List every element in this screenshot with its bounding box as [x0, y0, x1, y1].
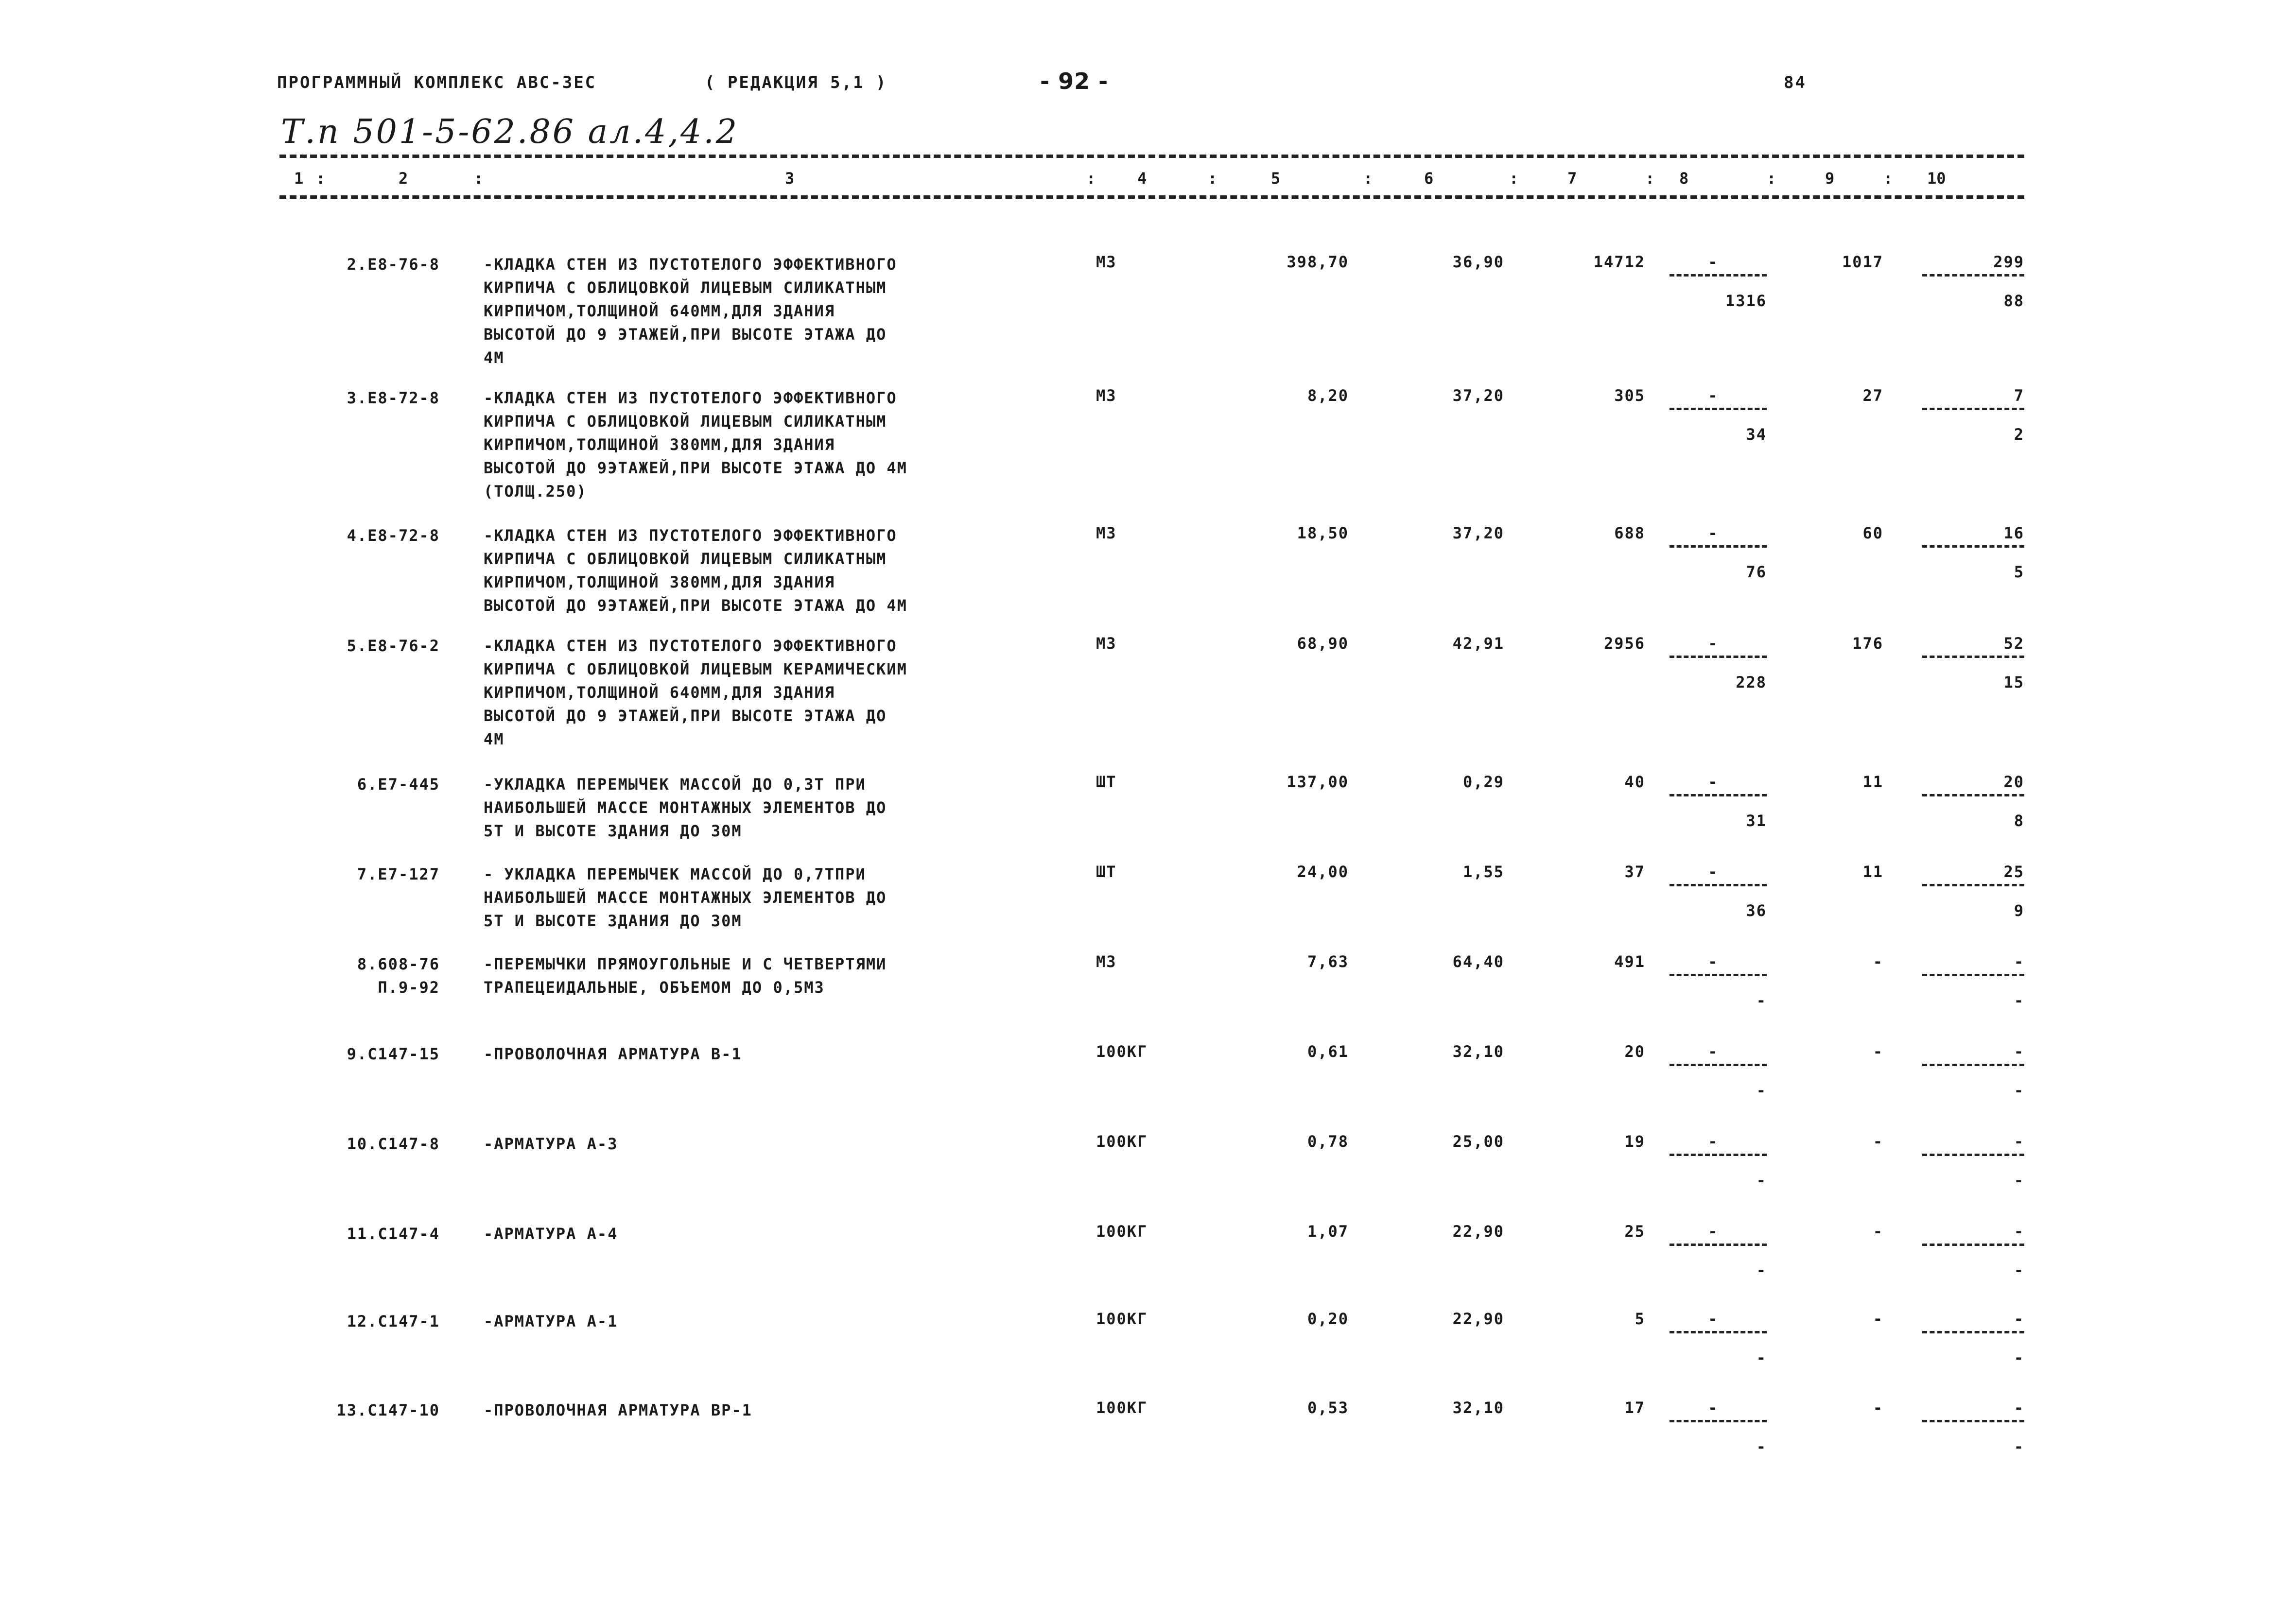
- row-code: 5.Е8-76-2: [347, 637, 440, 655]
- row-quantity: 7,63: [1307, 952, 1349, 971]
- col10-bottom-value: 8: [2014, 812, 2024, 830]
- col-number-7: 7: [1567, 169, 1577, 188]
- col8-top-value: -: [1708, 1042, 1719, 1061]
- header-divider-top: [279, 155, 2024, 158]
- col8-top-value: -: [1708, 952, 1719, 971]
- row-unit: ШТ: [1096, 863, 1117, 881]
- col-number-5: 5: [1271, 169, 1281, 188]
- row-quantity: 398,70: [1287, 253, 1349, 271]
- row-unit: 100КГ: [1096, 1132, 1148, 1151]
- col10-bottom-value: 9: [2014, 901, 2024, 920]
- fraction-line: [1670, 884, 1767, 886]
- row-code: 4.Е8-72-8: [347, 526, 440, 545]
- row-unit: М3: [1096, 386, 1117, 405]
- program-name: ПРОГРАММНЫЙ КОМПЛЕКС АВС-3ЕС: [277, 73, 597, 92]
- row-total: 688: [1614, 524, 1645, 542]
- col10-bottom-value: -: [2014, 1171, 2024, 1190]
- col8-top-value: -: [1708, 863, 1719, 881]
- col8-bottom-value: 31: [1746, 812, 1767, 830]
- col8-bottom-value: -: [1756, 991, 1767, 1010]
- fraction-line: [1922, 274, 2024, 276]
- row-code: 10.С147-8: [347, 1135, 440, 1153]
- row-unit: М3: [1096, 524, 1117, 542]
- col8-bottom-value: -: [1756, 1437, 1767, 1456]
- row-code: 11.С147-4: [347, 1225, 440, 1243]
- row-total: 37: [1624, 863, 1645, 881]
- row-col9: -: [1873, 1132, 1883, 1151]
- row-total: 20: [1624, 1042, 1645, 1061]
- row-code: 8.608-76 П.9-92: [357, 955, 440, 997]
- col-number-4: 4: [1137, 169, 1147, 188]
- col10-bottom-value: -: [2014, 991, 2024, 1010]
- fraction-line: [1670, 656, 1767, 658]
- fraction-line: [1922, 1064, 2024, 1066]
- col8-bottom-value: 36: [1746, 901, 1767, 920]
- fraction-line: [1922, 974, 2024, 976]
- col10-bottom-value: 88: [2003, 292, 2024, 310]
- row-total: 2956: [1603, 634, 1645, 653]
- row-unit: М3: [1096, 634, 1117, 653]
- row-code: 3.Е8-72-8: [347, 389, 440, 407]
- row-quantity: 0,61: [1307, 1042, 1349, 1061]
- fraction-line: [1670, 545, 1767, 548]
- col10-top-value: -: [2014, 1042, 2024, 1061]
- col8-top-value: -: [1708, 1132, 1719, 1151]
- col8-bottom-value: 228: [1736, 673, 1767, 691]
- row-col9: 11: [1862, 773, 1883, 791]
- col8-top-value: -: [1708, 1310, 1719, 1328]
- col10-top-value: -: [2014, 1310, 2024, 1328]
- col10-top-value: -: [2014, 1222, 2024, 1241]
- col8-bottom-value: -: [1756, 1171, 1767, 1190]
- col10-top-value: 7: [2014, 386, 2024, 405]
- col8-top-value: -: [1708, 386, 1719, 405]
- row-code: 12.С147-1: [347, 1312, 440, 1331]
- fraction-line: [1922, 1154, 2024, 1156]
- row-description: -ПЕРЕМЫЧКИ ПРЯМОУГОЛЬНЫЕ И С ЧЕТВЕРТЯМИ ТРАПЕЦЕИДАЛЬНЫЕ, ОБЪЕМОМ ДО 0,5М3: [484, 955, 887, 997]
- row-unit: 100КГ: [1096, 1222, 1148, 1241]
- col8-bottom-value: 34: [1746, 425, 1767, 444]
- col8-top-value: -: [1708, 1399, 1719, 1417]
- row-description: -АРМАТУРА А-4: [484, 1225, 618, 1243]
- fraction-line: [1670, 1244, 1767, 1246]
- fraction-line: [1670, 974, 1767, 976]
- edition-label: ( РЕДАКЦИЯ 5,1 ): [705, 73, 887, 92]
- col8-bottom-value: -: [1756, 1261, 1767, 1279]
- row-code: 6.Е7-445: [357, 775, 440, 794]
- row-unit-price: 37,20: [1452, 386, 1504, 405]
- row-unit-price: 32,10: [1452, 1399, 1504, 1417]
- row-unit-price: 0,29: [1462, 773, 1504, 791]
- col10-bottom-value: 2: [2014, 425, 2024, 444]
- col10-top-value: 16: [2003, 524, 2024, 542]
- col-number-10: 10: [1927, 169, 1946, 188]
- row-description: -КЛАДКА СТЕН ИЗ ПУСТОТЕЛОГО ЭФФЕКТИВНОГО КИРПИЧА С ОБЛИЦОВКОЙ ЛИЦЕВЫМ СИЛИКАТНЫМ КИРПИЧОМ,ТОЛЩИНОЙ 380ММ,ДЛЯ ЗДАНИЯ ВЫСОТОЙ ДО 9ЭТАЖЕЙ,ПРИ ВЫСОТЕ ЭТАЖА ДО 4М: [484, 526, 907, 615]
- col10-bottom-value: -: [2014, 1348, 2024, 1367]
- col10-bottom-value: -: [2014, 1261, 2024, 1279]
- fraction-line: [1922, 1244, 2024, 1246]
- row-quantity: 0,78: [1307, 1132, 1349, 1151]
- row-total: 491: [1614, 952, 1645, 971]
- row-unit-price: 22,90: [1452, 1222, 1504, 1241]
- row-col9: 176: [1852, 634, 1883, 653]
- handwritten-note: Т.п 501-5-62.86 ал.4,4.2: [281, 113, 739, 151]
- col8-bottom-value: -: [1756, 1348, 1767, 1367]
- fraction-line: [1670, 274, 1767, 276]
- fraction-line: [1922, 408, 2024, 410]
- row-unit: 100КГ: [1096, 1310, 1148, 1328]
- fraction-line: [1922, 656, 2024, 658]
- row-col9: 11: [1862, 863, 1883, 881]
- col10-bottom-value: 5: [2014, 563, 2024, 581]
- row-quantity: 137,00: [1287, 773, 1349, 791]
- row-description: -КЛАДКА СТЕН ИЗ ПУСТОТЕЛОГО ЭФФЕКТИВНОГО КИРПИЧА С ОБЛИЦОВКОЙ ЛИЦЕВЫМ СИЛИКАТНЫМ КИРПИЧОМ,ТОЛЩИНОЙ 640ММ,ДЛЯ ЗДАНИЯ ВЫСОТОЙ ДО 9 ЭТАЖЕЙ,ПРИ ВЫСОТЕ ЭТАЖА ДО 4М: [484, 255, 897, 367]
- row-quantity: 0,53: [1307, 1399, 1349, 1417]
- row-col9: -: [1873, 1399, 1883, 1417]
- row-unit: М3: [1096, 253, 1117, 271]
- col10-bottom-value: 15: [2003, 673, 2024, 691]
- fraction-line: [1922, 884, 2024, 886]
- row-code: 7.Е7-127: [357, 865, 440, 883]
- col8-top-value: -: [1708, 524, 1719, 542]
- row-unit-price: 1,55: [1462, 863, 1504, 881]
- row-col9: -: [1873, 952, 1883, 971]
- row-total: 19: [1624, 1132, 1645, 1151]
- col10-top-value: 52: [2003, 634, 2024, 653]
- row-description: -КЛАДКА СТЕН ИЗ ПУСТОТЕЛОГО ЭФФЕКТИВНОГО КИРПИЧА С ОБЛИЦОВКОЙ ЛИЦЕВЫМ СИЛИКАТНЫМ КИРПИЧОМ,ТОЛЩИНОЙ 380ММ,ДЛЯ ЗДАНИЯ ВЫСОТОЙ ДО 9ЭТАЖЕЙ,ПРИ ВЫСОТЕ ЭТАЖА ДО 4М (ТОЛЩ.250): [484, 389, 907, 501]
- row-col9: -: [1873, 1042, 1883, 1061]
- row-unit-price: 22,90: [1452, 1310, 1504, 1328]
- col8-bottom-value: 76: [1746, 563, 1767, 581]
- col8-bottom-value: 1316: [1725, 292, 1767, 310]
- row-col9: -: [1873, 1222, 1883, 1241]
- row-total: 40: [1624, 773, 1645, 791]
- row-unit-price: 42,91: [1452, 634, 1504, 653]
- row-description: -ПРОВОЛОЧНАЯ АРМАТУРА В-1: [484, 1045, 742, 1063]
- col10-top-value: 25: [2003, 863, 2024, 881]
- fraction-line: [1670, 794, 1767, 796]
- fraction-line: [1922, 545, 2024, 548]
- row-description: -ПРОВОЛОЧНАЯ АРМАТУРА ВР-1: [484, 1401, 752, 1419]
- fraction-line: [1670, 1331, 1767, 1333]
- fraction-line: [1670, 1064, 1767, 1066]
- row-total: 25: [1624, 1222, 1645, 1241]
- column-number-row: 1 : 2 : 3 : 4 : 5 : 6 : 7 : 8 : 9 : 10: [294, 169, 1946, 188]
- col10-top-value: -: [2014, 1399, 2024, 1417]
- col8-top-value: -: [1708, 773, 1719, 791]
- row-unit-price: 25,00: [1452, 1132, 1504, 1151]
- col-number-8: 8: [1679, 169, 1689, 188]
- fraction-line: [1922, 1420, 2024, 1422]
- row-unit-price: 32,10: [1452, 1042, 1504, 1061]
- row-quantity: 18,50: [1297, 524, 1349, 542]
- row-code: 13.С147-10: [336, 1401, 440, 1419]
- row-quantity: 24,00: [1297, 863, 1349, 881]
- page-header: [277, 68, 2022, 107]
- row-total: 17: [1624, 1399, 1645, 1417]
- fraction-line: [1670, 1420, 1767, 1422]
- row-description: -АРМАТУРА А-3: [484, 1135, 618, 1153]
- row-code: 2.Е8-76-8: [347, 255, 440, 274]
- row-code: 9.С147-15: [347, 1045, 440, 1063]
- row-col9: -: [1873, 1310, 1883, 1328]
- sheet-number: 84: [1784, 73, 1807, 92]
- row-quantity: 1,07: [1307, 1222, 1349, 1241]
- row-description: -УКЛАДКА ПЕРЕМЫЧЕК МАССОЙ ДО 0,3Т ПРИ НАИБОЛЬШЕЙ МАССЕ МОНТАЖНЫХ ЭЛЕМЕНТОВ ДО 5Т И ВЫСОТЕ ЗДАНИЯ ДО 30М: [484, 775, 887, 840]
- row-col9: 27: [1862, 386, 1883, 405]
- row-description: -АРМАТУРА А-1: [484, 1312, 618, 1331]
- col10-top-value: 299: [1993, 253, 2024, 271]
- col10-top-value: 20: [2003, 773, 2024, 791]
- col8-bottom-value: -: [1756, 1081, 1767, 1100]
- row-unit-price: 37,20: [1452, 524, 1504, 542]
- row-unit: ШТ: [1096, 773, 1117, 791]
- row-col9: 60: [1862, 524, 1883, 542]
- col-number-1: 1: [294, 169, 304, 188]
- col-number-9: 9: [1825, 169, 1835, 188]
- row-total: 5: [1635, 1310, 1645, 1328]
- header-divider-bottom: [279, 195, 2024, 199]
- row-unit-price: 64,40: [1452, 952, 1504, 971]
- row-unit-price: 36,90: [1452, 253, 1504, 271]
- row-quantity: 68,90: [1297, 634, 1349, 653]
- col8-top-value: -: [1708, 1222, 1719, 1241]
- row-total: 14712: [1593, 253, 1645, 271]
- row-col9: 1017: [1842, 253, 1883, 271]
- col10-top-value: -: [2014, 952, 2024, 971]
- row-description: - УКЛАДКА ПЕРЕМЫЧЕК МАССОЙ ДО 0,7ТПРИ НАИБОЛЬШЕЙ МАССЕ МОНТАЖНЫХ ЭЛЕМЕНТОВ ДО 5Т И ВЫСОТЕ ЗДАНИЯ ДО 30М: [484, 865, 887, 930]
- fraction-line: [1670, 1154, 1767, 1156]
- row-total: 305: [1614, 386, 1645, 405]
- row-unit: М3: [1096, 952, 1117, 971]
- fraction-line: [1670, 408, 1767, 410]
- row-description: -КЛАДКА СТЕН ИЗ ПУСТОТЕЛОГО ЭФФЕКТИВНОГО КИРПИЧА С ОБЛИЦОВКОЙ ЛИЦЕВЫМ КЕРАМИЧЕСКИМ КИРПИЧОМ,ТОЛЩИНОЙ 640ММ,ДЛЯ ЗДАНИЯ ВЫСОТОЙ ДО 9 ЭТАЖЕЙ,ПРИ ВЫСОТЕ ЭТАЖА ДО 4М: [484, 637, 907, 748]
- col10-bottom-value: -: [2014, 1437, 2024, 1456]
- col8-top-value: -: [1708, 253, 1719, 271]
- page-number: - 92 -: [1040, 68, 1109, 94]
- col10-top-value: -: [2014, 1132, 2024, 1151]
- row-quantity: 8,20: [1307, 386, 1349, 405]
- col-number-3: 3: [785, 169, 795, 188]
- fraction-line: [1922, 1331, 2024, 1333]
- row-quantity: 0,20: [1307, 1310, 1349, 1328]
- row-unit: 100КГ: [1096, 1042, 1148, 1061]
- col-number-2: 2: [399, 169, 408, 188]
- col8-top-value: -: [1708, 634, 1719, 653]
- fraction-line: [1922, 794, 2024, 796]
- col-number-6: 6: [1424, 169, 1434, 188]
- col10-bottom-value: -: [2014, 1081, 2024, 1100]
- row-unit: 100КГ: [1096, 1399, 1148, 1417]
